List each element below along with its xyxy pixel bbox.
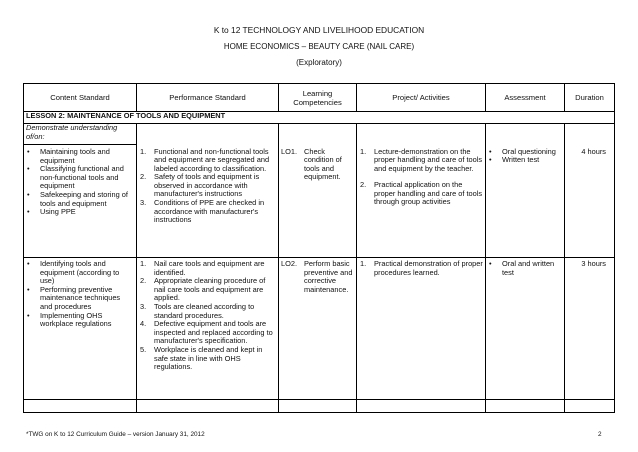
- footer-note: *TWG on K to 12 Curriculum Guide – version January 31, 2012: [26, 431, 205, 438]
- assessment-cell: [486, 145, 565, 258]
- list-item: 3. Conditions of PPE are checked in accordance with manufacturer's instructions: [140, 198, 265, 225]
- list-item: 1. Practical demonstration of proper procedures learned.: [360, 259, 483, 277]
- column-header: Content Standard: [24, 84, 137, 112]
- list-item: 2. Safety of tools and equipment is observed in accordance with manufacturer's instructions: [140, 172, 260, 199]
- column-header: Assessment: [486, 84, 565, 112]
- duration-cell: 4 hours: [565, 145, 615, 258]
- column-header: Learning Competencies: [279, 84, 357, 112]
- list-item: • Performing preventive maintenance techniques and procedures: [26, 286, 134, 312]
- list-item: 1. Functional and non-functional tools and equipment are segregated and labeled according to classification.: [140, 146, 270, 173]
- performance-standard-cell: [137, 258, 279, 400]
- header-subject: HOME ECONOMICS – BEAUTY CARE (NAIL CARE): [223, 42, 415, 51]
- learning-competency-cell: LO2. Perform basic preventive and corrective maintenance.: [279, 258, 357, 400]
- list-item: 2. Appropriate cleaning procedure of nail care tools and equipment are applied.: [140, 276, 266, 303]
- intro-text: Demonstrate understanding of/on:: [24, 124, 137, 145]
- content-standard-cell: [24, 258, 137, 400]
- list-item: 4. Defective equipment and tools are inspected and replaced according to manufacturer's specification.: [140, 319, 273, 346]
- list-item: 1. Nail care tools and equipment are identified.: [140, 259, 265, 277]
- page-number: 2: [598, 431, 602, 438]
- learning-competency-cell: LO1. Check condition of tools and equipment.: [279, 145, 357, 258]
- header-title: K to 12 TECHNOLOGY AND LIVELIHOOD EDUCATION: [213, 25, 425, 35]
- assessment-cell: [486, 258, 565, 400]
- intro-row: [24, 124, 615, 145]
- column-header: Project/ Activities: [357, 84, 486, 112]
- lesson-title: LESSON 2: MAINTENANCE OF TOOLS AND EQUIPMENT: [24, 112, 615, 124]
- list-item: • Identifying tools and equipment (according to use): [26, 260, 134, 286]
- activities-cell: [357, 258, 486, 400]
- lesson-row: [24, 112, 615, 124]
- table-header-row: [24, 84, 615, 112]
- column-header: Performance Standard: [137, 84, 279, 112]
- content-standard-cell: [24, 145, 137, 258]
- list-item: 2. Practical application on the proper handling and care of tools through group activities: [360, 180, 483, 207]
- list-item: • Using PPE: [26, 208, 134, 217]
- list-item: 1. Lecture-demonstration on the proper handling and care of tools and equipment by the teacher.: [360, 146, 483, 173]
- list-item: • Classifying functional and non-functional tools and equipment: [26, 165, 134, 191]
- column-header: Duration: [565, 84, 615, 112]
- list-item: • Implementing OHS workplace regulations: [26, 312, 134, 329]
- list-item: • Oral and written test: [488, 260, 562, 277]
- header-level: (Exploratory): [296, 58, 342, 67]
- curriculum-table: [23, 83, 615, 413]
- list-item: 3. Tools are cleaned according to standard procedures.: [140, 301, 255, 320]
- performance-standard-cell: [137, 145, 279, 258]
- table-row: [24, 145, 615, 258]
- list-item: 5. Workplace is cleaned and kept in safe state in line with OHS regulations.: [140, 344, 263, 372]
- duration-cell: 3 hours: [565, 258, 615, 400]
- activities-cell: [357, 145, 486, 258]
- list-item: • Maintaining tools and equipment: [26, 148, 134, 165]
- list-item: • Written test: [488, 156, 562, 165]
- table-row: [24, 258, 615, 400]
- table-row-empty: [24, 400, 615, 413]
- list-item: • Oral questioning: [488, 148, 562, 157]
- list-item: • Safekeeping and storing of tools and equipment: [26, 191, 134, 208]
